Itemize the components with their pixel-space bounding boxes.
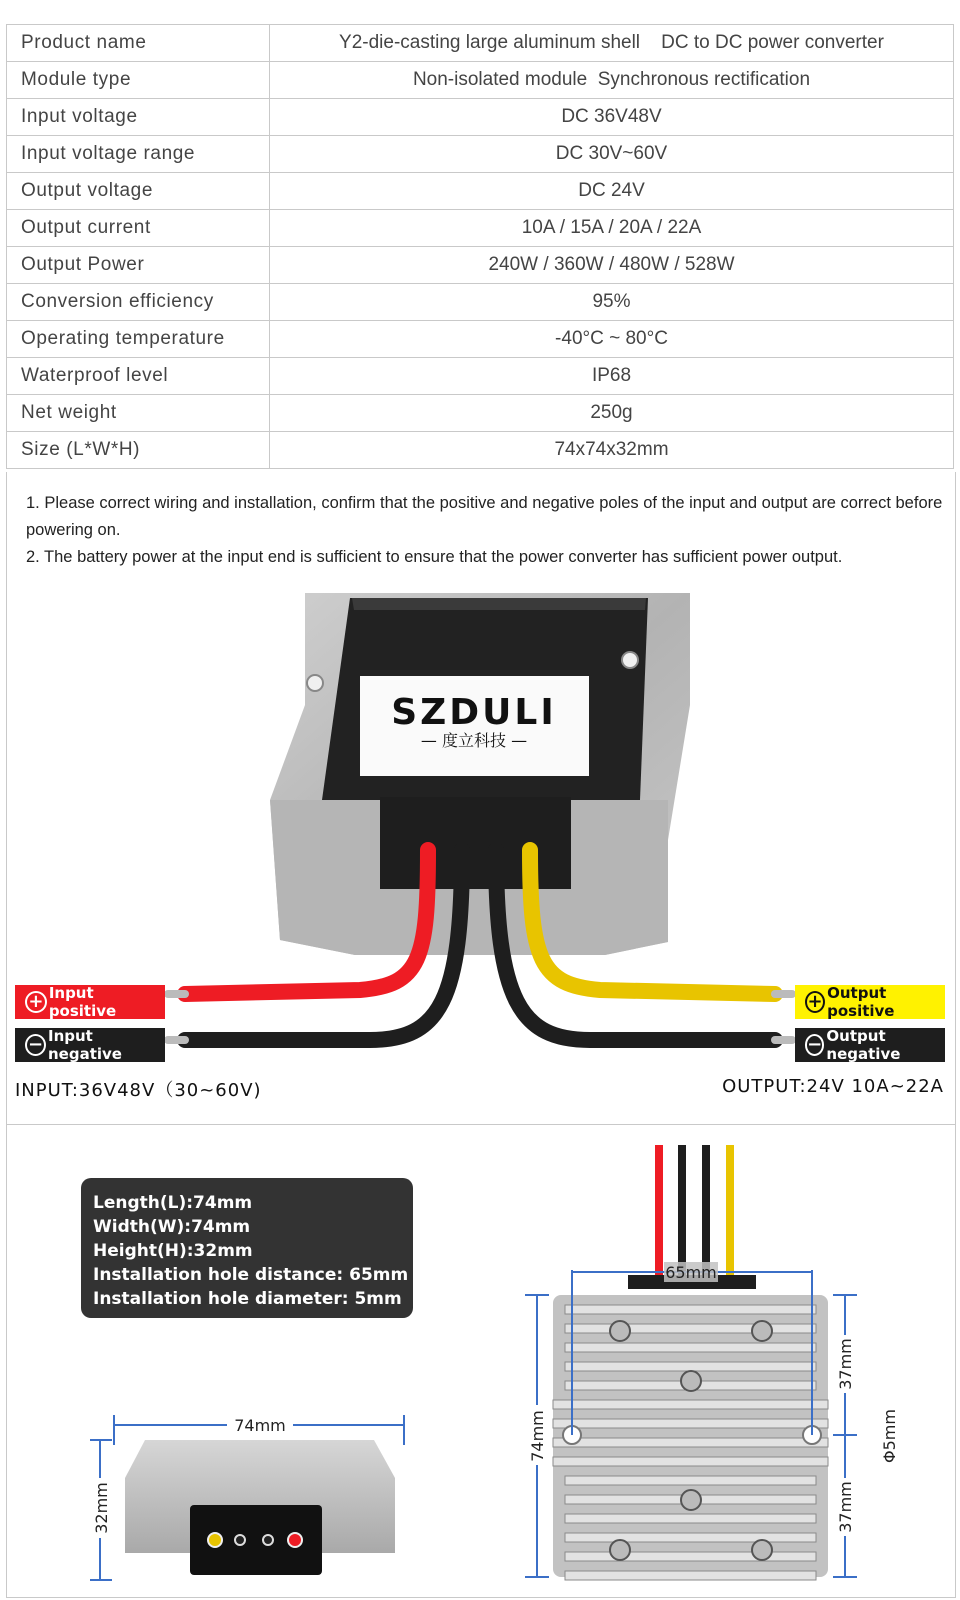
- heatsink-fin: [565, 1362, 816, 1371]
- hole-distance-label: 65mm: [665, 1263, 717, 1282]
- spec-value: Non-isolated module Synchronous rectification: [270, 62, 954, 99]
- converter-body: [270, 593, 690, 955]
- spec-value: DC 24V: [270, 173, 954, 210]
- spec-key: Conversion efficiency: [7, 284, 270, 321]
- output-negative-label: − Output negative: [795, 1028, 945, 1062]
- hole-diameter-line: Installation hole diameter: 5mm: [93, 1289, 402, 1309]
- spec-value: 74x74x32mm: [270, 432, 954, 469]
- output-positive-label: + Output positive: [795, 985, 945, 1019]
- upper-half-label: 37mm: [836, 1338, 855, 1390]
- heatsink-fin: [565, 1533, 816, 1542]
- output-spec: OUTPUT:24V 10A~22A: [722, 1076, 944, 1097]
- spec-value: IP68: [270, 358, 954, 395]
- spec-value: 10A / 15A / 20A / 22A: [270, 210, 954, 247]
- heatsink-fin: [553, 1400, 828, 1409]
- spec-key: Net weight: [7, 395, 270, 432]
- width-line: Width(W):74mm: [93, 1217, 251, 1237]
- mount-hole-icon: [307, 675, 323, 691]
- side-width-label: 74mm: [234, 1416, 286, 1435]
- heatsink-fin: [553, 1457, 828, 1466]
- brand-cn: — 度立科技 —: [420, 731, 528, 750]
- side-height-label: 32mm: [92, 1482, 111, 1534]
- spec-value: 95%: [270, 284, 954, 321]
- heatsink-fin: [565, 1305, 816, 1314]
- spec-key: Output current: [7, 210, 270, 247]
- input-positive-label: + Input positive: [15, 985, 165, 1019]
- plus-icon: +: [25, 991, 47, 1013]
- dimension-summary: [81, 1178, 413, 1318]
- spec-value: -40°C ~ 80°C: [270, 321, 954, 358]
- spec-key: Output voltage: [7, 173, 270, 210]
- length-line: Length(L):74mm: [93, 1193, 253, 1213]
- hole-distance-line: Installation hole distance: 65mm: [93, 1265, 409, 1285]
- heatsink-fin: [565, 1476, 816, 1485]
- height-line: Height(H):32mm: [93, 1241, 253, 1261]
- input-negative-label: − Input negative: [15, 1028, 165, 1062]
- top-view: [525, 1145, 899, 1580]
- heatsink-fin: [565, 1552, 816, 1561]
- heatsink-fin: [565, 1571, 816, 1580]
- spec-value: DC 36V48V: [270, 99, 954, 136]
- heatsink-fin: [553, 1438, 828, 1447]
- spec-value: Y2-die-casting large aluminum shell DC to DC power converter: [270, 25, 954, 62]
- minus-icon: −: [25, 1034, 46, 1056]
- spec-value: 250g: [270, 395, 954, 432]
- spec-key: Input voltage: [7, 99, 270, 136]
- spec-value: 240W / 360W / 480W / 528W: [270, 247, 954, 284]
- brand-logo: SZDULI: [391, 692, 557, 733]
- heatsink-fin: [565, 1514, 816, 1523]
- lower-half-label: 37mm: [836, 1481, 855, 1533]
- cable-gland: [380, 797, 571, 889]
- input-spec: INPUT:36V48V（30~60V): [15, 1080, 262, 1101]
- note-2: 2. The battery power at the input end is sufficient to ensure that the power converter has sufficient power output.: [26, 548, 843, 566]
- side-view: [89, 1413, 404, 1580]
- spec-key: Module type: [7, 62, 270, 99]
- plus-icon: +: [805, 991, 825, 1013]
- spec-key: Input voltage range: [7, 136, 270, 173]
- mount-hole-icon: [622, 652, 638, 668]
- minus-icon: −: [805, 1034, 824, 1056]
- note-1: 1. Please correct wiring and installation, confirm that the positive and negative poles of the input and output are correct before powering on.: [26, 494, 943, 539]
- top-side-label: 74mm: [528, 1410, 547, 1462]
- spec-key: Output Power: [7, 247, 270, 284]
- spec-key: Product name: [7, 25, 270, 62]
- spec-value: DC 30V~60V: [270, 136, 954, 173]
- spec-key: Waterproof level: [7, 358, 270, 395]
- spec-key: Size (L*W*H): [7, 432, 270, 469]
- hole-diameter-label: Φ5mm: [880, 1409, 899, 1463]
- spec-key: Operating temperature: [7, 321, 270, 358]
- heatsink-fin: [565, 1324, 816, 1333]
- heatsink-fin: [553, 1419, 828, 1428]
- heatsink-fin: [565, 1343, 816, 1352]
